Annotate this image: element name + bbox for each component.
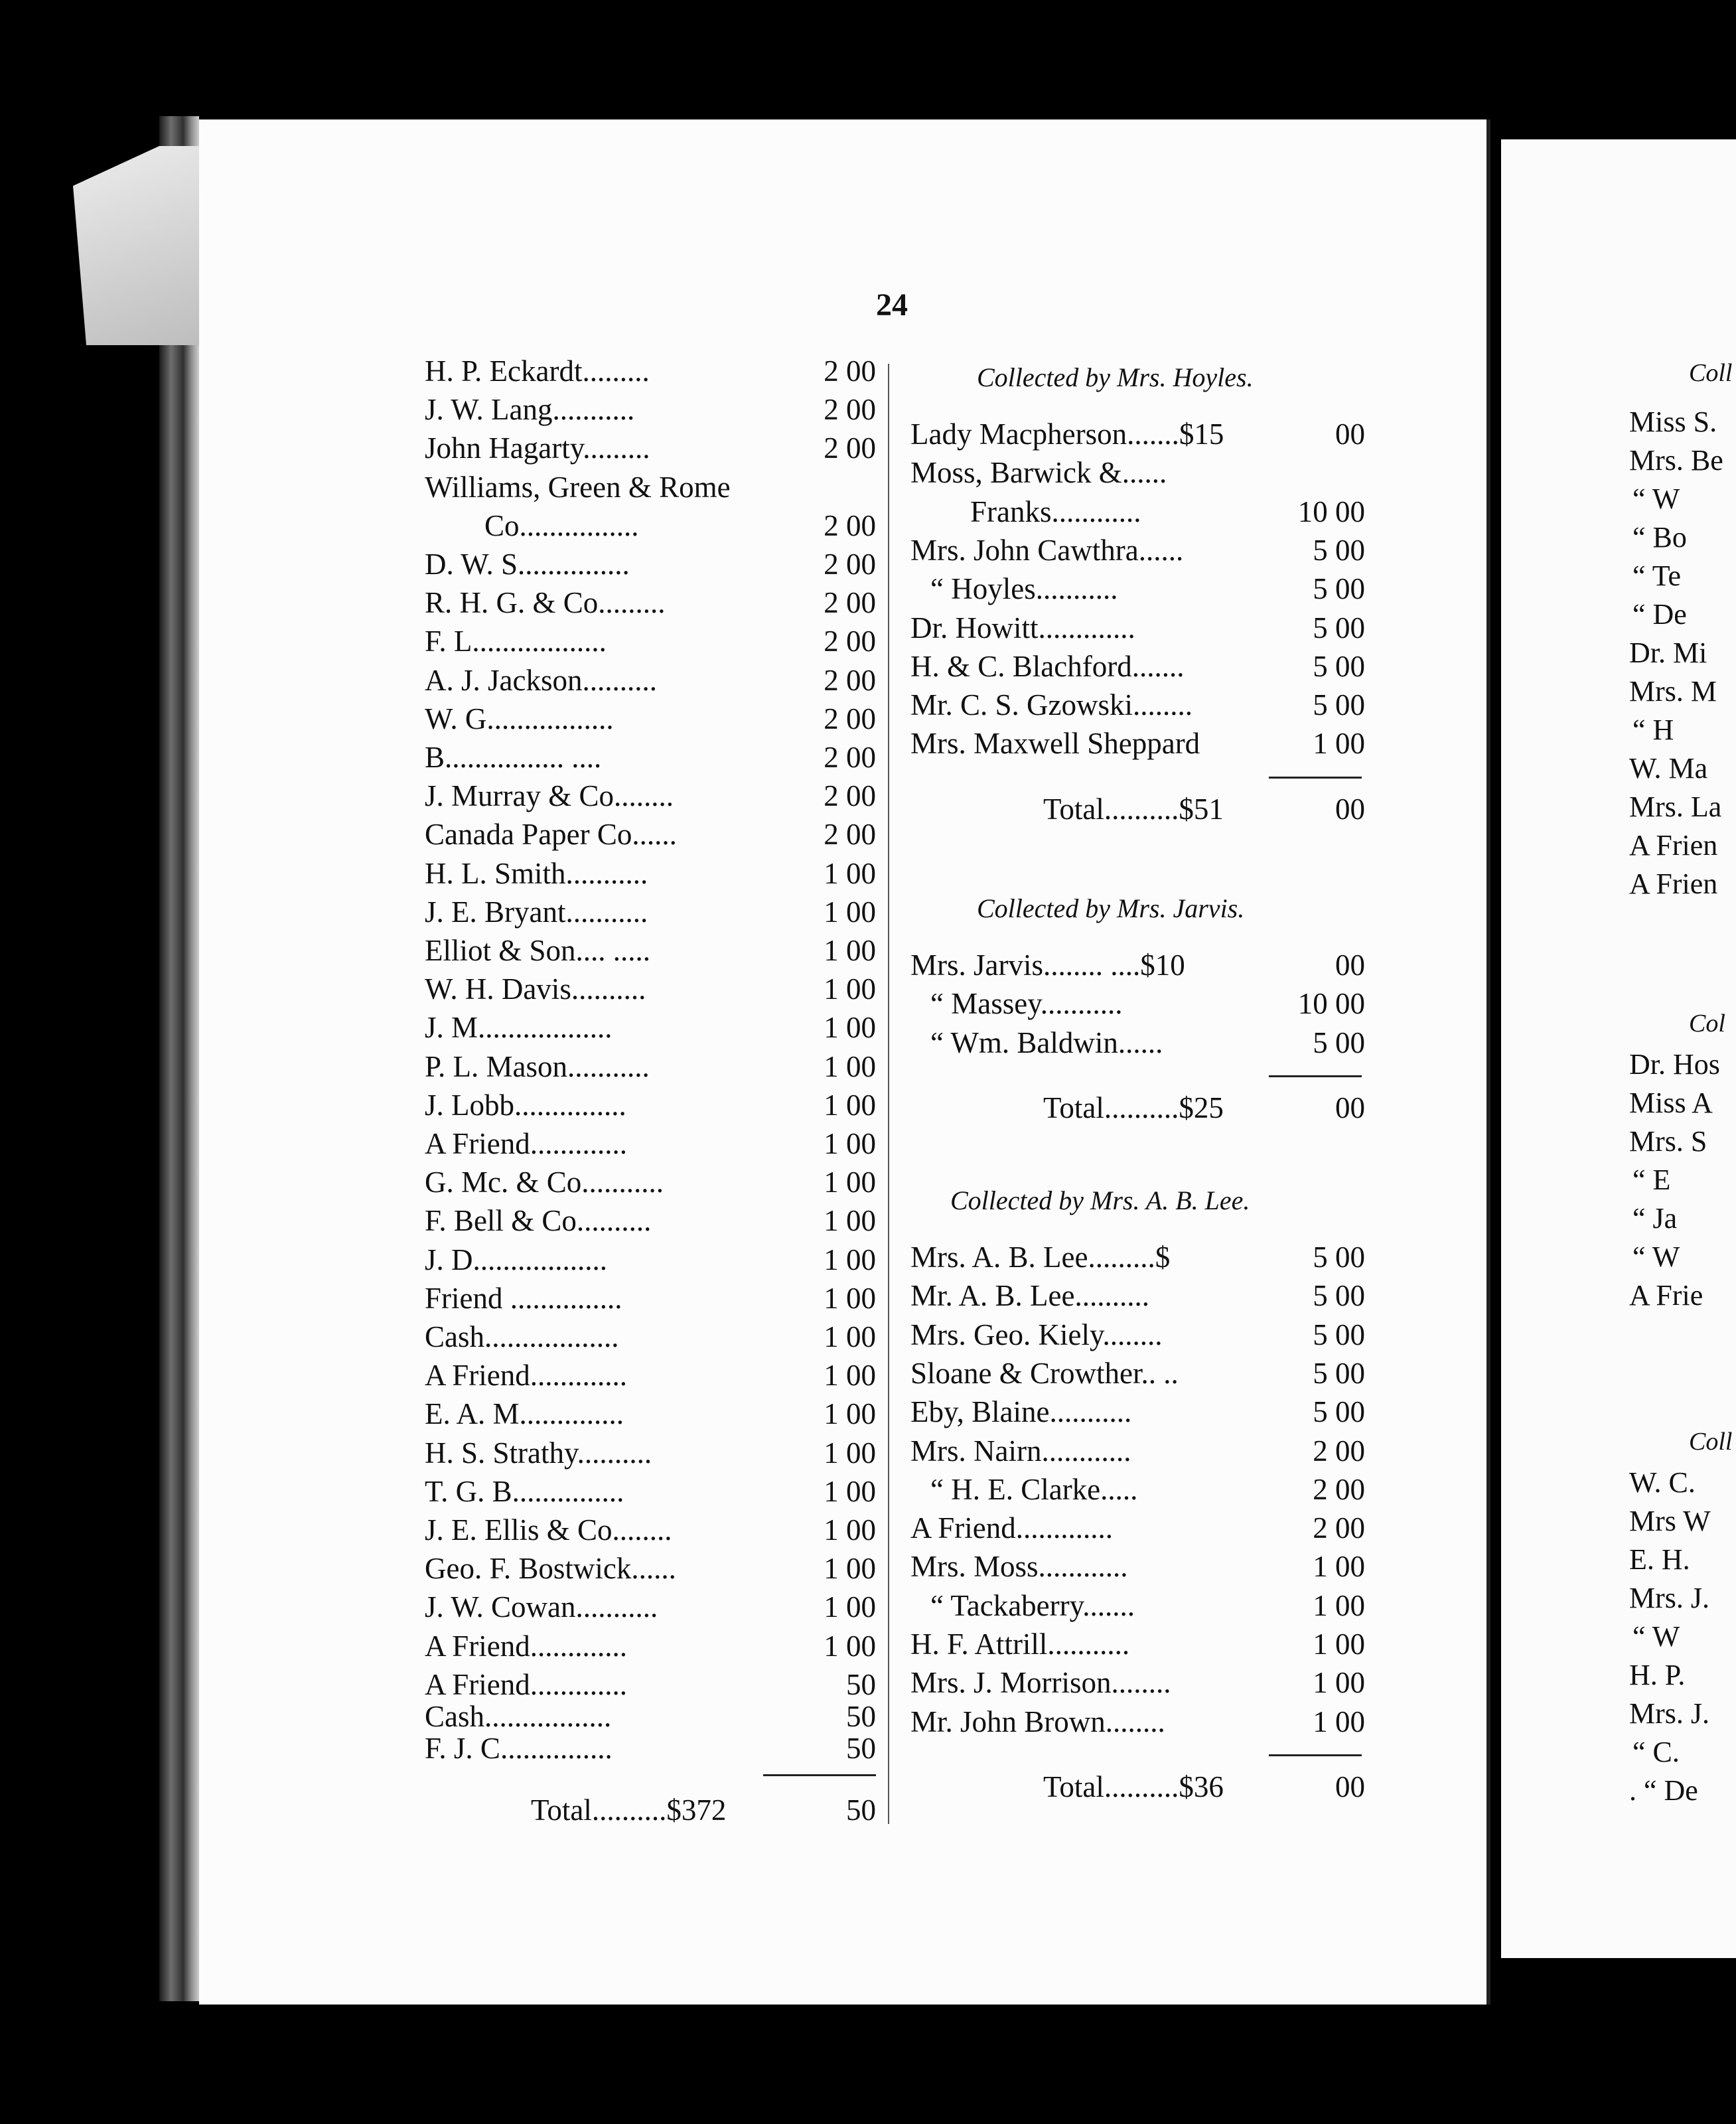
- entry-amount: 5 00: [1313, 1241, 1365, 1274]
- entry-name: Eby, Blaine...........: [910, 1395, 1132, 1429]
- list-item: [910, 1354, 1365, 1393]
- total-row: [910, 1089, 1365, 1127]
- entry-name: H. F. Attrill...........: [910, 1628, 1130, 1661]
- entry-name: H. & C. Blachford.......: [910, 649, 1185, 683]
- entry-name: Mrs. Nairn............: [910, 1434, 1131, 1468]
- entry-name: Mrs. Maxwell Sheppard: [910, 727, 1200, 761]
- entry-name: Mr. John Brown........: [910, 1705, 1165, 1738]
- list-item-fragment: Dr. Hos: [1629, 1048, 1720, 1081]
- entry-amount: 5 00: [1313, 649, 1365, 683]
- list-item: [425, 1627, 876, 1665]
- entry-amount: 2 00: [1313, 1434, 1365, 1468]
- list-item-fragment: Miss S.: [1629, 406, 1717, 438]
- list-item-fragment: H. P.: [1629, 1659, 1686, 1691]
- total-label: Total..........$372: [531, 1793, 727, 1827]
- list-item: [910, 1316, 1365, 1354]
- entry-name: Moss, Barwick &......: [910, 456, 1167, 490]
- list-item-fragment: A Frien: [1629, 829, 1718, 862]
- entry-name: J. M..................: [425, 1011, 613, 1045]
- entry-amount: 1 00: [824, 972, 876, 1006]
- entry-amount: 5 00: [1313, 1395, 1365, 1429]
- entry-amount: 1 00: [824, 1243, 876, 1276]
- section-heading: Collected by Mrs. Jarvis.: [977, 893, 1245, 923]
- entry-amount: 00: [1335, 417, 1365, 451]
- entry-amount: 50: [846, 1699, 876, 1733]
- list-item: [425, 931, 876, 970]
- entry-amount: 1 00: [824, 1590, 876, 1624]
- entry-name: F. Bell & Co..........: [425, 1204, 652, 1238]
- entry-name: Friend ...............: [425, 1281, 622, 1315]
- total-row: [425, 1791, 876, 1829]
- list-item-fragment: “ Ja: [1632, 1202, 1678, 1235]
- list-item: [425, 1241, 876, 1279]
- list-item: [425, 622, 876, 660]
- entry-name: A Friend.............: [425, 1359, 628, 1393]
- section-heading: Collected by Mrs. Hoyles.: [977, 362, 1254, 392]
- entry-amount: 5 00: [1313, 572, 1365, 606]
- entry-name: F. J. C...............: [425, 1731, 613, 1765]
- list-item: [425, 1356, 876, 1395]
- entry-name: Mrs. Jarvis........ ....$10: [910, 948, 1185, 982]
- entry-amount: 2 00: [824, 508, 876, 542]
- entry-name: G. Mc. & Co...........: [425, 1166, 664, 1199]
- entry-amount: 1 00: [1313, 1628, 1365, 1661]
- list-item-fragment: E. H.: [1629, 1543, 1690, 1576]
- total-amount: 00: [1335, 1770, 1365, 1803]
- list-item-fragment: Mrs. La: [1629, 791, 1722, 823]
- entry-name: Mr. A. B. Lee..........: [910, 1279, 1149, 1313]
- list-item: [910, 1663, 1365, 1702]
- entry-amount: 1 00: [824, 1127, 876, 1160]
- list-item: [910, 1238, 1365, 1276]
- entry-amount: 1 00: [824, 1629, 876, 1663]
- list-item: [425, 390, 876, 429]
- entry-name: Geo. F. Bostwick......: [425, 1552, 676, 1586]
- list-item-fragment: A Frie: [1629, 1279, 1703, 1312]
- list-item-fragment: “ Te: [1632, 560, 1682, 592]
- list-item: [910, 946, 1365, 984]
- list-item-fragment: “ De: [1632, 598, 1687, 631]
- list-item: [910, 1509, 1365, 1547]
- entry-name: Mrs. A. B. Lee.........$: [910, 1241, 1171, 1274]
- entry-name: Cash.................: [425, 1699, 612, 1733]
- entry-name: Mrs. J. Morrison........: [910, 1666, 1171, 1700]
- total-rule: [763, 1774, 876, 1776]
- entry-name: A Friend.............: [425, 1629, 628, 1663]
- list-item-fragment: “ C.: [1632, 1736, 1680, 1768]
- section-heading-fragment: Coll: [1689, 359, 1733, 387]
- list-item: [910, 1703, 1365, 1741]
- entry-name: Mrs. Moss............: [910, 1550, 1128, 1584]
- entry-name: Lady Macpherson.......$15: [910, 417, 1224, 451]
- entry-amount: 2 00: [824, 586, 876, 620]
- list-item: [425, 1472, 876, 1511]
- list-item: [910, 686, 1365, 724]
- entry-name: P. L. Mason...........: [425, 1049, 650, 1083]
- section-heading-fragment: Coll: [1689, 1428, 1733, 1456]
- list-item: [910, 453, 1365, 492]
- entry-amount: 2 00: [824, 702, 876, 735]
- entry-amount: 5 00: [1313, 1356, 1365, 1390]
- entry-name: J. W. Lang...........: [425, 393, 635, 427]
- total-row: [910, 1768, 1365, 1806]
- entry-amount: 1 00: [824, 1088, 876, 1122]
- entry-name: Dr. Howitt.............: [910, 611, 1135, 645]
- list-item: [910, 493, 1365, 531]
- list-item: [425, 1729, 876, 1768]
- entry-amount: 10 00: [1297, 987, 1365, 1021]
- entry-name: Sloane & Crowther.. ..: [910, 1356, 1179, 1390]
- entry-name: “ Tackaberry.......: [930, 1588, 1135, 1622]
- entry-name: “ Massey...........: [930, 987, 1123, 1021]
- entry-name: Canada Paper Co......: [425, 818, 677, 852]
- entry-amount: 2 00: [824, 354, 876, 388]
- entry-amount: 1 00: [824, 1204, 876, 1238]
- entry-amount: 1 00: [1313, 1588, 1365, 1622]
- list-item: [425, 815, 876, 854]
- entry-name: Mr. C. S. Gzowski........: [910, 688, 1193, 722]
- entry-name: E. A. M..............: [425, 1397, 624, 1431]
- entry-name: B................ ....: [425, 741, 602, 774]
- list-item: [425, 1588, 876, 1626]
- entry-name: H. S. Strathy..........: [425, 1436, 652, 1470]
- list-item-fragment: “ E: [1632, 1164, 1671, 1196]
- entry-amount: 2 00: [824, 818, 876, 852]
- entry-amount: 1 00: [1313, 1550, 1365, 1584]
- list-item: [910, 1393, 1365, 1431]
- entry-amount: 50: [846, 1667, 876, 1701]
- entry-amount: 1 00: [824, 1281, 876, 1315]
- list-item: [425, 583, 876, 622]
- entry-name: “ Hoyles...........: [930, 572, 1118, 606]
- entry-amount: 5 00: [1313, 688, 1365, 722]
- list-item: [425, 468, 876, 506]
- list-item: [425, 1549, 876, 1588]
- list-item: [910, 1547, 1365, 1586]
- list-item-fragment: Miss A: [1629, 1087, 1713, 1119]
- entry-name: Cash..................: [425, 1320, 619, 1353]
- list-item: [910, 569, 1365, 608]
- entry-amount: 1 00: [1313, 727, 1365, 761]
- left-column-list: [425, 352, 876, 1832]
- section-heading: Collected by Mrs. A. B. Lee.: [950, 1185, 1250, 1215]
- entry-name: H. P. Eckardt.........: [425, 354, 650, 388]
- list-item-fragment: Mrs. Be: [1629, 444, 1723, 477]
- list-item: [425, 661, 876, 700]
- list-item: [425, 1163, 876, 1201]
- entry-amount: 1 00: [824, 895, 876, 929]
- list-item: [910, 1024, 1365, 1062]
- entry-amount: 1 00: [824, 1320, 876, 1353]
- entry-name: Williams, Green & Rome: [425, 470, 731, 504]
- entry-amount: 2 00: [824, 663, 876, 697]
- entry-amount: 1 00: [824, 1513, 876, 1547]
- list-item: [425, 777, 876, 815]
- total-rule: [1269, 1075, 1362, 1077]
- list-item: [425, 1008, 876, 1047]
- entry-amount: 2 00: [824, 625, 876, 658]
- entry-amount: 1 00: [824, 1166, 876, 1199]
- total-label: Total..........$36: [1043, 1770, 1224, 1803]
- entry-name: A. J. Jackson..........: [425, 663, 657, 697]
- list-item: [425, 352, 876, 390]
- list-item-fragment: “ W: [1632, 1620, 1680, 1653]
- entry-amount: 5 00: [1313, 1025, 1365, 1059]
- list-item-fragment: Dr. Mi: [1629, 637, 1707, 669]
- entry-amount: 1 00: [824, 1552, 876, 1586]
- entry-amount: 50: [846, 1731, 876, 1765]
- list-item-fragment: Mrs. M: [1629, 675, 1717, 708]
- total-label: Total..........$51: [1043, 792, 1224, 826]
- list-item: [425, 1047, 876, 1086]
- total-amount: 50: [846, 1793, 876, 1827]
- entry-name: W. H. Davis..........: [425, 972, 646, 1006]
- entry-amount: 2 00: [1313, 1511, 1365, 1545]
- entry-name: Mrs. John Cawthra......: [910, 533, 1184, 567]
- list-item: [425, 1124, 876, 1163]
- list-item: [910, 647, 1365, 686]
- entry-name: J. Murray & Co........: [425, 779, 674, 813]
- list-item: [425, 1279, 876, 1318]
- list-item: [910, 1276, 1365, 1315]
- total-amount: 00: [1335, 792, 1365, 826]
- list-item: [425, 970, 876, 1008]
- entry-amount: 2 00: [824, 548, 876, 581]
- list-item-fragment: Mrs. J.: [1629, 1582, 1710, 1614]
- entry-name: T. G. B...............: [425, 1474, 624, 1508]
- entry-amount: 1 00: [824, 1436, 876, 1470]
- entry-name: Co................: [484, 508, 639, 542]
- list-item: [425, 429, 876, 467]
- entry-amount: 2 00: [824, 431, 876, 465]
- list-item: [425, 738, 876, 777]
- entry-amount: 5 00: [1313, 1318, 1365, 1351]
- entry-amount: 1 00: [824, 934, 876, 967]
- entry-name: F. L..................: [425, 625, 607, 658]
- list-item: [910, 609, 1365, 647]
- list-item-fragment: W. Ma: [1629, 752, 1708, 785]
- entry-name: Elliot & Son.... .....: [425, 934, 651, 967]
- page-corner: [73, 146, 206, 345]
- entry-name: J. W. Cowan...........: [425, 1590, 658, 1624]
- entry-name: Mrs. Geo. Kiely........: [910, 1318, 1163, 1351]
- list-item-fragment: A Frien: [1629, 868, 1718, 900]
- entry-amount: 2 00: [1313, 1472, 1365, 1506]
- book-spine: [159, 116, 199, 2001]
- entry-amount: 1 00: [824, 1474, 876, 1508]
- total-rule: [1269, 1754, 1362, 1756]
- total-row: [910, 790, 1365, 828]
- list-item: [425, 1201, 876, 1240]
- list-item: [425, 1511, 876, 1549]
- entry-name: A Friend.............: [425, 1667, 628, 1701]
- list-item-fragment: “ Bo: [1632, 521, 1687, 554]
- entry-name: John Hagarty.........: [425, 431, 650, 465]
- entry-amount: 00: [1335, 948, 1365, 982]
- entry-amount: 1 00: [824, 1397, 876, 1431]
- entry-name: D. W. S...............: [425, 548, 630, 581]
- entry-amount: 1 00: [1313, 1666, 1365, 1700]
- list-item: [910, 1470, 1365, 1509]
- entry-amount: 1 00: [824, 1011, 876, 1045]
- list-item: [425, 893, 876, 931]
- list-item: [910, 1432, 1365, 1470]
- entry-name: Franks............: [970, 494, 1141, 528]
- entry-amount: 1 00: [824, 1049, 876, 1083]
- entry-amount: 2 00: [824, 741, 876, 774]
- total-amount: 00: [1335, 1091, 1365, 1124]
- entry-name: J. E. Bryant...........: [425, 895, 648, 929]
- list-item-fragment: W. C.: [1629, 1466, 1696, 1499]
- entry-amount: 10 00: [1297, 494, 1365, 528]
- section-heading-fragment: Col: [1689, 1010, 1725, 1037]
- entry-name: H. L. Smith...........: [425, 856, 648, 890]
- list-item-fragment: “ W: [1632, 1241, 1680, 1273]
- entry-amount: 5 00: [1313, 533, 1365, 567]
- list-item: [425, 1086, 876, 1124]
- list-item: [910, 1586, 1365, 1625]
- list-item: [425, 854, 876, 893]
- list-item: [425, 700, 876, 738]
- entry-amount: 2 00: [824, 393, 876, 427]
- list-item: [425, 1318, 876, 1356]
- right-column-list: [910, 352, 1365, 1832]
- entry-amount: 2 00: [824, 779, 876, 813]
- column-divider: [888, 364, 889, 1824]
- list-item-fragment: Mrs W: [1629, 1505, 1711, 1537]
- list-item: [910, 531, 1365, 569]
- entry-name: J. D..................: [425, 1243, 608, 1276]
- list-item: [910, 984, 1365, 1023]
- entry-amount: 1 00: [824, 856, 876, 890]
- entry-amount: 5 00: [1313, 611, 1365, 645]
- entry-name: J. E. Ellis & Co........: [425, 1513, 672, 1547]
- list-item: [910, 724, 1365, 763]
- list-item: [425, 506, 876, 545]
- list-item-fragment: Mrs. S: [1629, 1125, 1707, 1158]
- entry-name: W. G.................: [425, 702, 614, 735]
- total-rule: [1269, 777, 1362, 779]
- list-item-fragment: “ W: [1632, 483, 1680, 515]
- list-item-fragment: Mrs. J.: [1629, 1697, 1710, 1730]
- entry-name: “ H. E. Clarke.....: [930, 1472, 1138, 1506]
- list-item: [425, 1395, 876, 1433]
- entry-name: A Friend.............: [425, 1127, 628, 1160]
- list-item: [910, 1625, 1365, 1663]
- total-label: Total..........$25: [1043, 1091, 1224, 1124]
- entry-amount: 1 00: [1313, 1705, 1365, 1738]
- page-number: 24: [876, 287, 908, 323]
- entry-name: “ Wm. Baldwin......: [930, 1025, 1163, 1059]
- entry-amount: 1 00: [824, 1359, 876, 1393]
- entry-name: J. Lobb...............: [425, 1088, 626, 1122]
- list-item-fragment: “ H: [1632, 714, 1674, 746]
- list-item: [910, 415, 1365, 453]
- list-item: [425, 545, 876, 583]
- list-item-fragment: . “ De: [1629, 1774, 1698, 1807]
- entry-name: R. H. G. & Co.........: [425, 586, 666, 620]
- list-item: [425, 1434, 876, 1472]
- entry-name: A Friend.............: [910, 1511, 1114, 1545]
- entry-amount: 5 00: [1313, 1279, 1365, 1313]
